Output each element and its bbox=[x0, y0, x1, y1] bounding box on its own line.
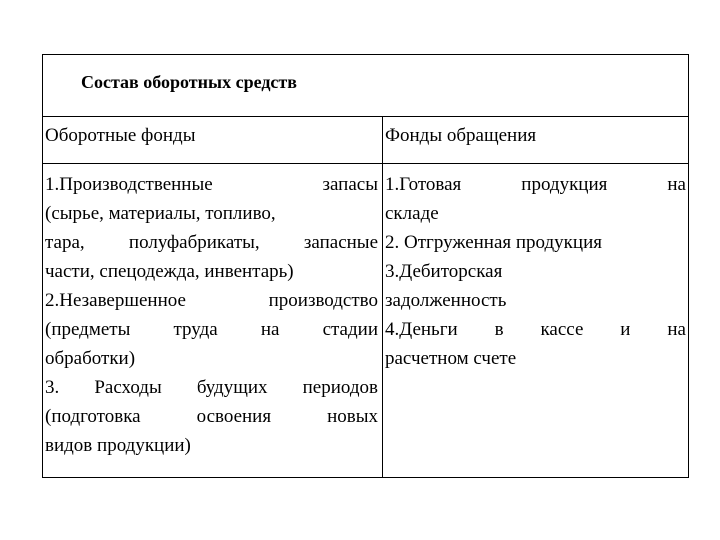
cell-line: 3. Расходы будущих периодов bbox=[45, 377, 378, 398]
cell-line: 1.Готовая продукция на bbox=[385, 174, 686, 195]
cell-line: тара, полуфабрикаты, запасные bbox=[45, 232, 378, 253]
cell-line: (предметы труда на стадии bbox=[45, 319, 378, 340]
cell-line: (сырье, материалы, топливо, bbox=[45, 203, 276, 224]
cell-line: обработки) bbox=[45, 348, 136, 369]
cell-line: 2. Отгруженная продукция bbox=[385, 232, 602, 253]
cell-line: 1.Производственные запасы bbox=[45, 174, 378, 195]
cell-line: задолженность bbox=[385, 290, 507, 311]
table-title: Состав оборотных средств bbox=[81, 72, 297, 92]
header-circulation-funds: Фонды обращения bbox=[385, 125, 537, 146]
circulation-funds-cell bbox=[385, 170, 686, 373]
table-header-row bbox=[43, 117, 688, 164]
cell-line: 2.Незавершенное производство bbox=[45, 290, 378, 311]
header-working-funds: Оборотные фонды bbox=[45, 125, 196, 146]
cell-line: 3.Дебиторская bbox=[385, 261, 503, 282]
column-divider bbox=[382, 117, 383, 477]
cell-line: части, спецодежда, инвентарь) bbox=[45, 261, 294, 282]
cell-line: складе bbox=[385, 203, 439, 224]
cell-line: расчетном счете bbox=[385, 348, 517, 369]
cell-line: видов продукции) bbox=[45, 435, 191, 456]
cell-line: (подготовка освоения новых bbox=[45, 406, 378, 427]
working-funds-cell bbox=[45, 170, 378, 460]
composition-table bbox=[42, 54, 689, 478]
table-title-row bbox=[43, 55, 688, 117]
cell-line: 4.Деньги в кассе и на bbox=[385, 319, 686, 340]
